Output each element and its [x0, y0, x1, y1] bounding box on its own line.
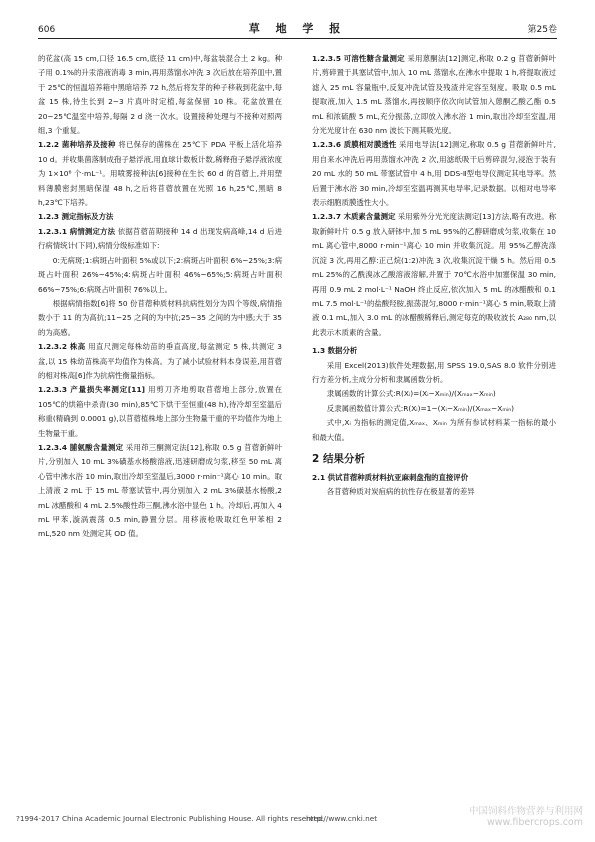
journal-title: 草 地 学 报 [248, 22, 347, 35]
paragraph: 用直尺测定每株幼苗的垂直高度,每盆测定 5 株,共测定 3 盆,以 15 株幼苗株高平均值作为株高。为了减小试验材料本身误差,用苜蓿的相对株高[6]作为抗病性衡量指标。 [38, 342, 282, 380]
section-heading: 2.1 供试苜蓿种质材料抗亚麻刺盘孢的直接评价 [312, 472, 469, 482]
watermark-url: www.fibercrops.com [486, 817, 583, 828]
section-1-2-3-3 [38, 383, 282, 441]
paragraph: 根据病情指数[6]将 50 份苜蓿种质材料抗病性划分为四个等级,病情指数小于 11 的为高抗;11~25 之间的为中抗;25~35 之间的为中感;大于 35 的为高感。 [38, 298, 282, 337]
paragraph: 采用 Excel(2013)软件处理数据,用 SPSS 19.0,SAS 8.0 软件分别进行方差分析,主成分分析和隶属函数分析。 [312, 360, 556, 384]
right-column [312, 52, 556, 500]
section-1-2-3-5 [312, 52, 556, 138]
copyright-notice: ?1994-2017 China Academic Journal Electronic Publishing House. All rights reserved. [16, 814, 326, 823]
section-1-2-3-6 [312, 138, 556, 210]
formula-anti-membership: 反隶属函数值计算公式:R(Xᵢ)=1−(Xᵢ−Xₘᵢₙ)/(Xₘₐₓ−Xₘᵢₙ) [326, 403, 515, 413]
section-heading: 1.2.3.4 脯氨酸含量测定 [38, 442, 124, 452]
section-1-2-3-2 [38, 340, 282, 383]
paragraph: 采用茚三酮测定法[12],称取 0.5 g 苜蓿新鲜叶片,分别加入 10 mL 3%磺基水杨酸溶液,迅速研磨成匀浆,移至 50 mL 离心管中沸水浴 10 min,取出冷却至室温后,3000 r·min⁻¹离心 10 min。取上清液 2 mL 于 15 mL 带塞试管中,再分别加入 2 mL 3%磺基水杨酸,2 mL 冰醋酸和 4 mL 2.5%酸性茚三酮,沸水浴中显色 1 h。冷却后,再加入 4 mL 甲苯,漩涡震荡 0.5 min,静置分层。用移液枪吸取红色甲苯相 2 mL,520 nm 处测定其 OD 值。 [38, 442, 282, 539]
watermark [469, 806, 583, 828]
paragraph: 采用蒽酮法[12]测定,称取 0.2 g 苜蓿新鲜叶片,剪碎置于具塞试管中,加入 10 mL 蒸馏水,在沸水中提取 1 h,将提取液过滤入 25 mL 容量瓶中,反复冲洗试管及残渣并定容至刻度。吸取 0.5 mL 提取液,加入 1.5 mL 蒸馏水,再按顺序依次向试管加入蒽酮乙酸乙酯 0.5 mL 和浓硫酸 5 mL,充分振荡,立即放入沸水浴 1 min,取出冷却至室温,用分光光度计在 630 nm 波长下测其吸光度。 [312, 54, 556, 136]
section-heading: 1.2.3.6 质膜相对膜透性 [312, 140, 397, 150]
section-1-2-3-1 [38, 225, 282, 254]
section-heading-results: 2 结果分析 [312, 452, 365, 465]
section-1-2-3-7 [312, 210, 556, 340]
section-heading: 1.3 数据分析 [312, 346, 358, 356]
section-1-2-3-4 [38, 441, 282, 542]
paragraph: 用剪刀齐地剪取苜蓿地上部分,放置在 105℃的烘箱中杀青(30 min),85℃下烘干至恒重(48 h),待冷却至室温后称重(精确到 0.0001 g),以苜蓿植株地上部分生物量干重的平均值作为地上生物量干重。 [38, 385, 282, 438]
section-heading: 1.2.2 菌种培养及接种 [38, 140, 116, 150]
section-heading: 1.2.3 测定指标及方法 [38, 212, 114, 222]
paragraph: 各苜蓿种质对炭疽病的抗性存在极显著的差异 [326, 487, 475, 497]
formula-note: 式中,Xᵢ 为指标的测定值,Xₘₐₓ、Xₘᵢₙ 为所有参试材料某一指标的最小和最大值。 [312, 418, 556, 442]
paragraph: 依据苜蓿苗期接种 14 d 出现发病高峰,14 d 后进行病情统计(下同),病情分级标准如下: [38, 226, 282, 251]
left-column [38, 52, 282, 542]
section-heading: 1.2.3.2 株高 [38, 342, 86, 352]
section-heading: 1.2.3.3 产量损失率测定[11] [38, 385, 145, 395]
footer-url: http://www.cnki.net [306, 814, 378, 823]
section-heading: 1.2.3.5 可溶性糖含量测定 [312, 54, 405, 63]
running-header [38, 20, 557, 39]
section-heading: 1.2.3.7 木质素含量测定 [312, 212, 396, 222]
formula-membership: 隶属函数的计算公式:R(Xᵢ)=(Xᵢ−Xₘᵢₙ)/(Xₘₐₓ−Xₘᵢₙ) [326, 389, 496, 399]
section-heading: 1.2.3.1 病情测定方法 [38, 226, 116, 236]
volume-label: 第25卷 [527, 25, 557, 35]
paragraph: 采用电导法[12]测定,称取 0.5 g 苜蓿新鲜叶片,用自来水冲洗后再用蒸馏水冲洗 2 次,用滤纸吸干后剪碎混匀,浸泡于装有 20 mL 水的 50 mL 带塞试管中 4 h,用 DDS-Ⅱ型电导仪测定其电导率。然后置于沸水浴 30 min,冷却至室温再测其电导率,记录数据。以相对电导率表示细胞质膜透性大小。 [312, 140, 556, 208]
watermark-line: 中国饲料作物营养与利用网 [468, 806, 583, 817]
paragraph: 的花盆(高 15 cm,口径 16.5 cm,底径 11 cm)中,每盆装混合土 2 kg。种子用 0.1%的升汞溶液消毒 3 min,再用蒸馏水冲洗 3 次后放在培养皿中,置于 25℃的恒温培养箱中黑暗培养 72 h,然后将发芽的种子移栽到花盆中,每盆 15 株,待生长到 2~3 片真叶时定植,每盆保留 10 株。花盆放置在 20~25℃温室中培养,每隔 2 d 浇一次水。设置接种处理与不接种对照两组,3 个重复。 [38, 54, 282, 136]
paragraph: 将已保存的菌株在 25℃下 PDA 平板上活化培养 10 d。并收集菌落制成孢子悬浮液,用血球计数板计数,稀释孢子悬浮液浓度为 1×10⁶ 个·mL⁻¹。用喷雾接种法[6]接种在生长 60 d 的苜蓿上,并用塑料薄膜密封黑暗保湿 48 h,之后将苜蓿放置在光照 16 h,25℃,黑暗 8 h,23℃下培养。 [38, 140, 283, 208]
page-number: 606 [38, 25, 56, 35]
paragraph: 0:无病斑;1:病斑占叶面积 5%或以下;2:病斑占叶面积 6%~25%;3:病斑占叶面积 26%~45%;4:病斑占叶面积 46%~65%;5:病斑占叶面积 66%~75%;6:病斑占叶面积 76%以上。 [38, 255, 282, 294]
section-1-2-2 [38, 138, 282, 210]
paragraph: 采用紫外分光光度法测定[13]方法,略有改进。称取新鲜叶片 0.5 g 放入研钵中,加 5 mL 95%的乙醇研磨成匀浆,收集在 10 mL 离心管中,8000 r·min⁻¹离心 10 min 并收集沉淀。用 95%乙醇洗涤沉淀 3 次,再用乙醇:正己烷(1:2)冲洗 3 次,收集沉淀干燥 5 h。然后用 0.5 mL 25%的乙酰溴冰乙酸溶液溶解,并置于 70℃水浴中加塞保温 30 min,再用 0.9 mL 2 mol·L⁻¹ NaOH 终止反应,依次加入 5 mL 的冰醋酸和 0.1 mL 7.5 mol·L⁻¹的盐酸羟胺,振荡混匀,8000 r·min⁻¹离心 5 min,吸取上清液 0.1 mL,加入 3.0 mL 的冰醋酸稀释后,测定每克的吸收波长 A₂₈₀ nm,以此表示木质素的含量。 [312, 212, 556, 337]
